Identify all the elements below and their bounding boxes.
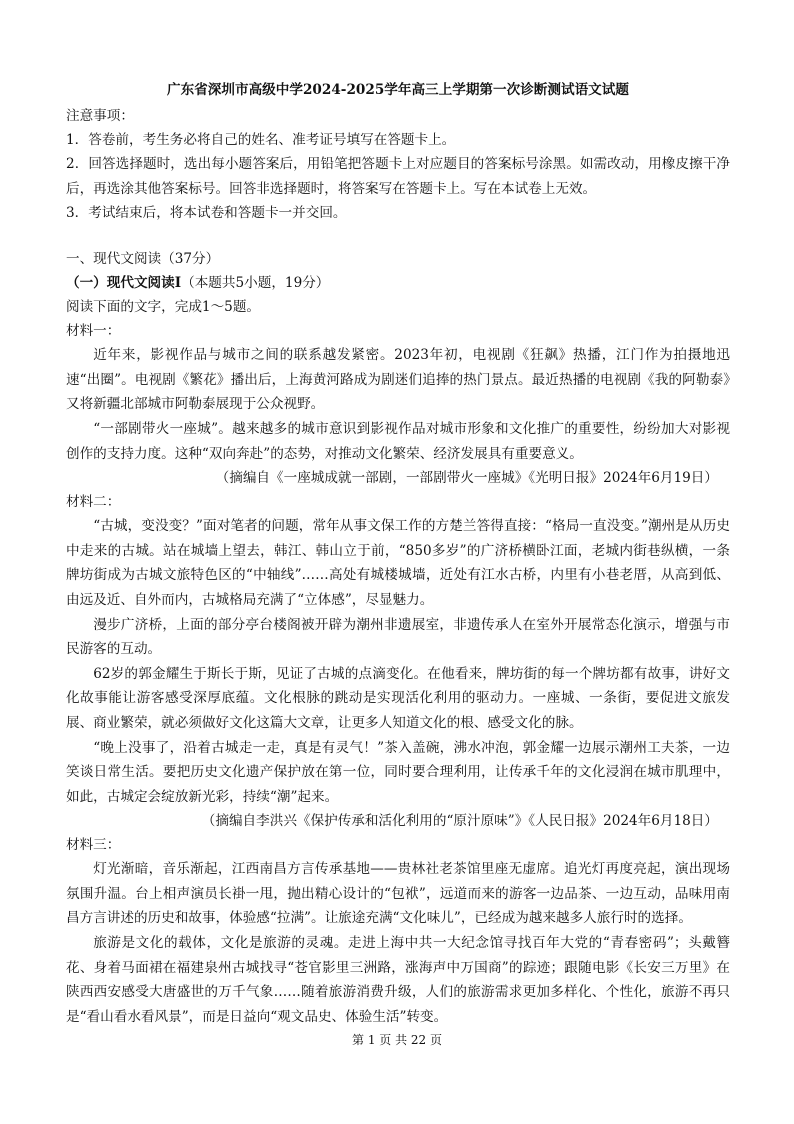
material-2-para-2: 漫步广济桥，上面的部分亭台楼阁被开辟为潮州非遗展室，非遗传承人在室外开展常态化演示，增强与市民游客的互动。 (66, 616, 730, 658)
material-1-label: 材料一： (66, 323, 121, 340)
subsection-title: （一）现代文阅读Ⅰ (66, 275, 182, 292)
exam-title: 广东省深圳市高级中学2024-2025学年高三上学期第一次诊断测试语文试题 (167, 82, 629, 98)
material-1-source: （摘编自《一座城成就一部剧，一部剧带火一座城》《光明日报》2024年6月19日） (215, 470, 718, 487)
section-heading: 一、现代文阅读（37分） (66, 251, 220, 268)
notice-item-1: 1．答卷前，考生务必将自己的姓名、准考证号填写在答题卡上。 (66, 132, 456, 148)
spacer (66, 225, 730, 247)
material-2-para-4: “晚上没事了，沿着古城走一走，真是有灵气！”茶入盖碗，沸水冲泡，郭金耀一边展示潮州工夫茶，一边笑谈日常生活。要把历史文化遗产保护放在第一位，同时要合理利用，让传承千年的文化浸润在城市肌理中，如此，古城定会绽放新光彩，持续“潮”起来。 (66, 739, 730, 805)
material-1-para-1: 近年来，影视作品与城市之间的联系越发紧密。2023年初，电视剧《狂飙》热播，江门作为拍摄地迅速“出圈”。电视剧《繁花》播出后，上海黄河路成为剧迷们追捧的热门景点。最近热播的电视剧《我的阿勒泰》又将新疆北部城市阿勒泰展现于公众视野。 (66, 347, 730, 413)
material-2-label: 材料二： (66, 494, 121, 511)
subsection-heading (66, 271, 730, 295)
material-1-para-2: “一部剧带火一座城”。越来越多的城市意识到影视作品对城市形象和文化推广的重要性，纷纷加大对影视创作的支持力度。这种“双向奔赴”的态势，对推动文化繁荣、经济发展具有重要意义。 (66, 420, 730, 462)
notice-item-3: 3．考试结束后，将本试卷和答题卡一并交回。 (66, 205, 347, 222)
material-2-para-1: “古城，变没变？”面对笔者的问题，常年从事文保工作的方楚兰答得直接：“格局一直没变。”潮州是从历史中走来的古城。站在城墙上望去，韩江、韩山立于前，“850多岁”的广济桥横卧江面，老城内街巷纵横，一条牌坊街成为古城文旅特色区的“中轴线”……高处有城楼城墙，近处有江水古桥，内里有小巷老厝，从高到低、由远及近、自外而内，古城格局充满了“立体感”，尽显魅力。 (66, 518, 730, 608)
notice-heading: 注意事项： (66, 108, 134, 124)
material-3-label: 材料三： (66, 837, 121, 854)
material-3-para-2: 旅游是文化的载体，文化是旅游的灵魂。走进上海中共一大纪念馆寻找百年大党的“青春密码”；头戴簪花、身着马面裙在福建泉州古城找寻“苍官影里三洲路，涨海声中万国商”的踪迹；跟随电影《长安三万里》在陕西西安感受大唐盛世的万千气象……随着旅游消费升级，人们的旅游需求更加多样化、个性化，旅游不再只是“看山看水看风景”，而是日益向“观文品史、体验生活”转变。 (66, 935, 730, 1025)
notice-item-2: 2．回答选择题时，选出每小题答案后，用铅笔把答题卡上对应题目的答案标号涂黑。如需改动，用橡皮擦干净后，再选涂其他答案标号。回答非选择题时，将答案写在答题卡上。写在本试卷上无效。 (66, 156, 730, 197)
material-2-para-3: 62岁的郭金耀生于斯长于斯，见证了古城的点滴变化。在他看来，牌坊街的每一个牌坊都有故事，讲好文化故事能让游客感受深厚底蕴。文化根脉的跳动是实现活化利用的驱动力。一座城、一条街，要促进文旅发展、商业繁荣，就必须做好文化这篇大文章，让更多人知道文化的根、感受文化的脉。 (66, 665, 730, 731)
material-2-source: （摘编自李洪兴《保护传承和活化利用的“原汁原味”》《人民日报》2024年6月18日） (201, 813, 718, 830)
reading-instruction: 阅读下面的文字，完成1～5题。 (66, 299, 261, 316)
material-3-para-1: 灯光渐暗，音乐渐起，江西南昌方言传承基地——贵林社老茶馆里座无虚席。追光灯再度亮起，演出现场氛围升温。台上相声演员长褂一甩，抛出精心设计的“包袱”，远道而来的游客一边品茶、一边互动，品味用南昌方言讲述的历史和故事，体验感“拉满”。让旅途充满“文化味儿”，已经成为越来越多人旅行时的选择。 (66, 861, 730, 927)
page-number: 第 1 页 共 22 页 (352, 1033, 442, 1047)
page-content (66, 78, 730, 1029)
subsection-score: （本题共5小题，19分） (181, 275, 330, 292)
